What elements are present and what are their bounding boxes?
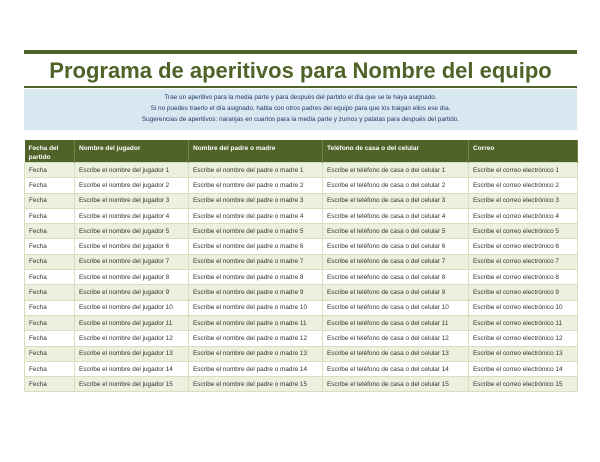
snack-schedule-table: [24, 140, 578, 392]
cell-phone[interactable]: Escribe el teléfono de casa o del celular 13: [323, 346, 469, 361]
table-row: [25, 193, 578, 208]
cell-phone[interactable]: Escribe el teléfono de casa o del celular 7: [323, 254, 469, 269]
cell-phone[interactable]: Escribe el teléfono de casa o del celular 14: [323, 361, 469, 376]
cell-email[interactable]: Escribe el correo electrónico 8: [469, 270, 578, 285]
table-row: [25, 331, 578, 346]
cell-date[interactable]: Fecha: [25, 300, 75, 315]
cell-player-name[interactable]: Escribe el nombre del jugador 15: [75, 377, 189, 392]
cell-email[interactable]: Escribe el correo electrónico 6: [469, 239, 578, 254]
cell-phone[interactable]: Escribe el teléfono de casa o del celular 8: [323, 270, 469, 285]
cell-phone[interactable]: Escribe el teléfono de casa o del celular 3: [323, 193, 469, 208]
instruction-line: Sugerencias de aperitivos: naranjas en cuartos para la media parte y zumos y patatas para después del partido.: [141, 116, 460, 123]
column-header-phone: Teléfono de casa o del celular: [323, 140, 469, 163]
cell-date[interactable]: Fecha: [25, 208, 75, 223]
cell-email[interactable]: Escribe el correo electrónico 7: [469, 254, 578, 269]
cell-email[interactable]: Escribe el correo electrónico 13: [469, 346, 578, 361]
table-row: [25, 239, 578, 254]
cell-parent-name[interactable]: Escribe el nombre del padre o madre 7: [189, 254, 323, 269]
cell-date[interactable]: Fecha: [25, 346, 75, 361]
column-header-parent: Nombre del padre o madre: [189, 140, 323, 163]
table-row: [25, 346, 578, 361]
cell-player-name[interactable]: Escribe el nombre del jugador 1: [75, 163, 189, 178]
cell-email[interactable]: Escribe el correo electrónico 11: [469, 315, 578, 330]
instruction-line: Si no puedes traerlo el día asignado, habla con otros padres del equipo para que los traigan ellos ese día.: [150, 105, 451, 112]
cell-date[interactable]: Fecha: [25, 285, 75, 300]
cell-parent-name[interactable]: Escribe el nombre del padre o madre 13: [189, 346, 323, 361]
cell-parent-name[interactable]: Escribe el nombre del padre o madre 3: [189, 193, 323, 208]
table-row: [25, 285, 578, 300]
cell-player-name[interactable]: Escribe el nombre del jugador 7: [75, 254, 189, 269]
cell-date[interactable]: Fecha: [25, 270, 75, 285]
cell-player-name[interactable]: Escribe el nombre del jugador 3: [75, 193, 189, 208]
table-row: [25, 315, 578, 330]
cell-player-name[interactable]: Escribe el nombre del jugador 13: [75, 346, 189, 361]
table-header-row: [25, 140, 578, 163]
column-header-date: Fecha del partido: [25, 140, 75, 163]
cell-email[interactable]: Escribe el correo electrónico 14: [469, 361, 578, 376]
column-header-email: Correo: [469, 140, 578, 163]
cell-player-name[interactable]: Escribe el nombre del jugador 8: [75, 270, 189, 285]
cell-player-name[interactable]: Escribe el nombre del jugador 4: [75, 208, 189, 223]
cell-player-name[interactable]: Escribe el nombre del jugador 2: [75, 178, 189, 193]
instruction-line: Trae un aperitivo para la media parte y para después del partido el día que se te haya asignado.: [164, 94, 437, 101]
table-row: [25, 208, 578, 223]
cell-parent-name[interactable]: Escribe el nombre del padre o madre 10: [189, 300, 323, 315]
cell-date[interactable]: Fecha: [25, 331, 75, 346]
cell-phone[interactable]: Escribe el teléfono de casa o del celular 12: [323, 331, 469, 346]
cell-email[interactable]: Escribe el correo electrónico 5: [469, 224, 578, 239]
cell-phone[interactable]: Escribe el teléfono de casa o del celular 15: [323, 377, 469, 392]
cell-parent-name[interactable]: Escribe el nombre del padre o madre 6: [189, 239, 323, 254]
table-row: [25, 300, 578, 315]
cell-email[interactable]: Escribe el correo electrónico 2: [469, 178, 578, 193]
cell-email[interactable]: Escribe el correo electrónico 15: [469, 377, 578, 392]
cell-parent-name[interactable]: Escribe el nombre del padre o madre 12: [189, 331, 323, 346]
table-body: [25, 163, 578, 392]
cell-date[interactable]: Fecha: [25, 239, 75, 254]
cell-email[interactable]: Escribe el correo electrónico 3: [469, 193, 578, 208]
cell-parent-name[interactable]: Escribe el nombre del padre o madre 11: [189, 315, 323, 330]
cell-phone[interactable]: Escribe el teléfono de casa o del celular 10: [323, 300, 469, 315]
table-row: [25, 377, 578, 392]
cell-parent-name[interactable]: Escribe el nombre del padre o madre 4: [189, 208, 323, 223]
cell-parent-name[interactable]: Escribe el nombre del padre o madre 14: [189, 361, 323, 376]
table-row: [25, 224, 578, 239]
cell-player-name[interactable]: Escribe el nombre del jugador 5: [75, 224, 189, 239]
cell-date[interactable]: Fecha: [25, 361, 75, 376]
cell-date[interactable]: Fecha: [25, 178, 75, 193]
instructions-box: [24, 89, 577, 130]
cell-phone[interactable]: Escribe el teléfono de casa o del celular 1: [323, 163, 469, 178]
table-row: [25, 270, 578, 285]
table-row: [25, 254, 578, 269]
cell-date[interactable]: Fecha: [25, 377, 75, 392]
cell-email[interactable]: Escribe el correo electrónico 4: [469, 208, 578, 223]
cell-phone[interactable]: Escribe el teléfono de casa o del celular 11: [323, 315, 469, 330]
page-title: Programa de aperitivos para Nombre del equipo: [49, 58, 552, 83]
column-header-player: Nombre del jugador: [75, 140, 189, 163]
cell-phone[interactable]: Escribe el teléfono de casa o del celular 6: [323, 239, 469, 254]
cell-date[interactable]: Fecha: [25, 224, 75, 239]
cell-player-name[interactable]: Escribe el nombre del jugador 12: [75, 331, 189, 346]
cell-parent-name[interactable]: Escribe el nombre del padre o madre 8: [189, 270, 323, 285]
title-bottom-rule: [24, 86, 577, 88]
cell-parent-name[interactable]: Escribe el nombre del padre o madre 9: [189, 285, 323, 300]
table-row: [25, 163, 578, 178]
cell-phone[interactable]: Escribe el teléfono de casa o del celular 4: [323, 208, 469, 223]
cell-date[interactable]: Fecha: [25, 254, 75, 269]
cell-player-name[interactable]: Escribe el nombre del jugador 6: [75, 239, 189, 254]
cell-email[interactable]: Escribe el correo electrónico 1: [469, 163, 578, 178]
cell-parent-name[interactable]: Escribe el nombre del padre o madre 2: [189, 178, 323, 193]
table-row: [25, 361, 578, 376]
cell-date[interactable]: Fecha: [25, 315, 75, 330]
cell-parent-name[interactable]: Escribe el nombre del padre o madre 5: [189, 224, 323, 239]
cell-email[interactable]: Escribe el correo electrónico 10: [469, 300, 578, 315]
cell-phone[interactable]: Escribe el teléfono de casa o del celular 2: [323, 178, 469, 193]
cell-phone[interactable]: Escribe el teléfono de casa o del celular 5: [323, 224, 469, 239]
cell-phone[interactable]: Escribe el teléfono de casa o del celular 9: [323, 285, 469, 300]
cell-email[interactable]: Escribe el correo electrónico 12: [469, 331, 578, 346]
cell-player-name[interactable]: Escribe el nombre del jugador 14: [75, 361, 189, 376]
cell-player-name[interactable]: Escribe el nombre del jugador 9: [75, 285, 189, 300]
cell-player-name[interactable]: Escribe el nombre del jugador 11: [75, 315, 189, 330]
cell-parent-name[interactable]: Escribe el nombre del padre o madre 15: [189, 377, 323, 392]
cell-date[interactable]: Fecha: [25, 193, 75, 208]
cell-player-name[interactable]: Escribe el nombre del jugador 10: [75, 300, 189, 315]
table-row: [25, 178, 578, 193]
title-top-rule: [24, 50, 577, 54]
cell-parent-name[interactable]: Escribe el nombre del padre o madre 1: [189, 163, 323, 178]
cell-date[interactable]: Fecha: [25, 163, 75, 178]
cell-email[interactable]: Escribe el correo electrónico 9: [469, 285, 578, 300]
